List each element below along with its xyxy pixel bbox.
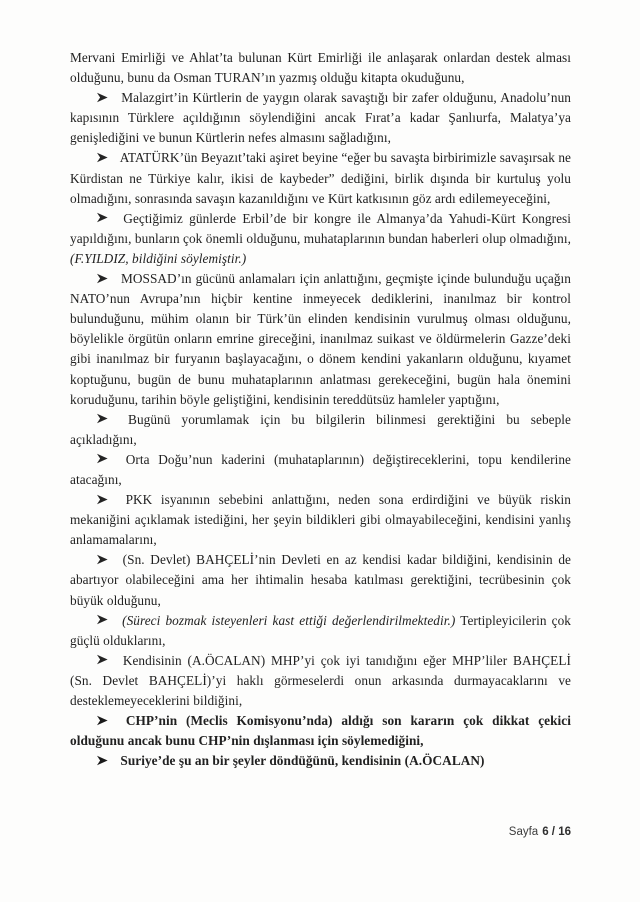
bullet-arrow-icon [97, 413, 108, 424]
document-body [70, 48, 571, 771]
bullet-paragraph [70, 611, 571, 651]
bullet-arrow-icon [97, 755, 108, 766]
bullet-paragraph [70, 410, 571, 450]
paragraph-text: Kendisinin (A.ÖCALAN) MHP’yi çok iyi tanıdığını eğer MHP’liler BAHÇELİ (Sn. Devlet BAHÇELİ)’yi haklı görmeselerdi onun arkasında durmayacaklarını ve desteklemeyeceklerini bildiğini, [70, 652, 571, 708]
paragraph-text: Suriye’de şu an bir şeyler döndüğünü, kendisinin (A.ÖCALAN) [120, 753, 485, 769]
paragraph-text: CHP’nin (Meclis Komisyonu’nda) aldığı son kararın çok dikkat çekici olduğunu ancak bunu CHP’nin dışlanması için söylemediğini, [70, 713, 571, 749]
bullet-arrow-icon [97, 212, 108, 223]
bullet-arrow-icon [97, 453, 108, 464]
paragraph-text: Malazgirt’in Kürtlerin de yaygın olarak savaştığı bir zafer olduğunu, Anadolu’nun kapısının Türklere açıldığının söylendiğini ancak Fırat’a kadar Şanlıurfa, Malatya’ya genişlediğini ve bunun Kürtlerin nefes almasını sağladığını, [70, 90, 572, 146]
paragraph-text: PKK isyanının sebebini anlattığını, neden sona erdirdiğini ve büyük riskin mekaniğini açıklamak istediğini, her şeyin bildikleri gibi olmayabileceğini, kendisini yanlış anlamamalarını, [70, 492, 572, 548]
paragraph-text: Tertipleyicilerin çok güçlü olduklarını, [70, 612, 571, 648]
bullet-paragraph [70, 490, 571, 550]
paragraph-text: (Sn. Devlet) BAHÇELİ’nin Devleti en az kendisi kadar bildiğini, kendisinin de abartıyor olabileceğini ama her ihtimalin hesaba katılması gerektiğini, tecrübesinin çok büyük olduğunu, [70, 552, 571, 608]
footer-page-number: 6 / 16 [542, 826, 571, 838]
paragraph-text: Bugünü yorumlamak için bu bilgilerin bilinmesi gerektiğini bu sebeple açıkladığını, [70, 411, 571, 447]
paragraph-text: Mervani Emirliği ve Ahlat’ta bulunan Kürt Emirliği ile anlaşarak onlardan destek alması olduğunu, bunu da Osman TURAN’ın yazmış olduğu kitapta okuduğunu, [70, 50, 571, 86]
bullet-paragraph [70, 550, 571, 610]
bullet-arrow-icon [97, 92, 108, 103]
bullet-arrow-icon [97, 715, 108, 726]
page-footer [70, 826, 571, 838]
bullet-arrow-icon [97, 614, 108, 625]
bullet-arrow-icon [97, 273, 108, 284]
bullet-paragraph [70, 88, 571, 148]
bullet-arrow-icon [97, 152, 108, 163]
bullet-paragraph-bold [70, 751, 571, 771]
paragraph-text-italic: (F.YILDIZ, bildiğini söylemiştir.) [70, 250, 247, 266]
paragraph-continuation [70, 48, 571, 88]
bullet-arrow-icon [97, 654, 108, 665]
bullet-paragraph [70, 209, 571, 269]
paragraph-text: Geçtiğimiz günlerde Erbil’de bir kongre ile Almanya’da Yahudi-Kürt Kongresi yapıldığını, bunların çok önemli olduğunu, muhataplarının bundan haberleri olup olmadığını, [70, 210, 571, 246]
footer-label: Sayfa [508, 826, 539, 838]
paragraph-text: Orta Doğu’nun kaderini (muhataplarının) değiştireceklerini, topu kendilerine atacağını, [70, 451, 571, 487]
paragraph-text: MOSSAD’ın gücünü anlamaları için anlattığını, geçmişte içinde bulunduğu uçağın NATO’nun Avrupa’nın hiçbir kentine inmeyecek dediklerini, inanılmaz bir kontrol bulunduğunu, mühim olanın bir Türk’ün elinden kendisinin vurulmuş olması olduğunu, böylelikle örgütün onların emrine gireceğini, inanılmaz suikast ve öldürmelerin Gazze’deki gibi inanılmaz bir furyanın başlayacağını, o dönem kendini yakanların olduğunu, kıyamet koptuğunu, bugün de bunu muhataplarının anlatması gerekeceğini, bugün hala önemini koruduğunu, tarihin böyle geliştiğini, kendisinin tereddütsüz hamleler yaptığını, [70, 271, 571, 407]
bullet-paragraph [70, 148, 571, 208]
paragraph-text-italic: (Süreci bozmak isteyenleri kast ettiği değerlendirilmektedir.) [122, 612, 456, 628]
bullet-arrow-icon [97, 494, 108, 505]
paragraph-text: ATATÜRK’ün Beyazıt’taki aşiret beyine “eğer bu savaşta birbirimizle savaşırsak ne Kürdistan ne Türkiye kalır, ikisi de kaybeder” dediğini, birlik dışında bir kurtuluş yolu olmadığını, sonrasında savaşın kazanıldığını ve Kürt katkısının göz ardı edilemeyeceğini, [70, 150, 572, 206]
bullet-paragraph [70, 450, 571, 490]
bullet-paragraph [70, 269, 571, 410]
bullet-paragraph-bold [70, 711, 571, 751]
bullet-arrow-icon [97, 554, 108, 565]
bullet-paragraph [70, 651, 571, 711]
